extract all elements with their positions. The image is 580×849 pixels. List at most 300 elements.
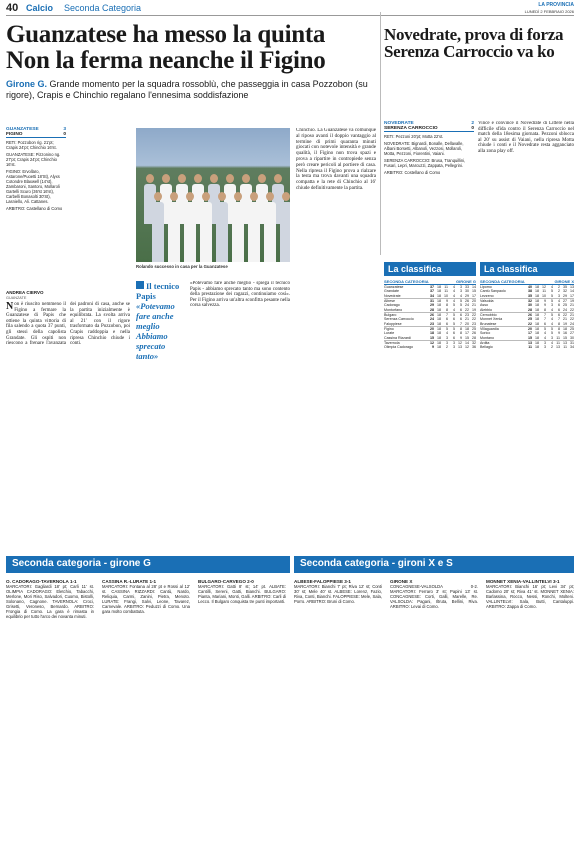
stat-cell: 6: [453, 331, 455, 336]
stat-cell: 26: [430, 313, 434, 318]
stat-cell: 18: [437, 289, 441, 294]
stat-cell: 18: [437, 317, 441, 322]
factbox-line: FIGINO: Ervollaro, Astarone/Puoetti 18'St), Alyxs Cotondre Blaxwell (14'st), Zambaroni, Santoro, Mollaroli Gartelli Scuro (36'st 16'st), Carbelli Bonasolti 30'St), Lasniello, Ali. Cattanes.: [6, 169, 60, 204]
player-head: [210, 174, 218, 183]
match-report-text: MARCATORI: Gatti 8' st; 14' pt. ALBATE: Cantilli, Sereni, Gatti, Bianchi. BULGARO: Pianta, Mariani, Monti, Galli. ARBITRO: Carli di Lecco. Il Bulgaro conquista tre punti importanti.: [198, 584, 286, 604]
stat-cell: 18: [535, 341, 539, 346]
team-photo: [136, 128, 290, 262]
stat-cell: 18: [535, 303, 539, 308]
stat-cell: 6: [558, 303, 560, 308]
stat-cell: 4: [544, 335, 546, 340]
stat-cell: 12: [458, 341, 462, 346]
stat-cell: 9: [544, 303, 546, 308]
stat-cell: 13: [563, 341, 567, 346]
kicker-text: Grande momento per la squadra rossoblù, che passeggia in casa Pozzobon (su rigore), Crapis e Chinchio regalano l'ennesima soddisfazione: [6, 79, 368, 100]
standings-title-g: La classifica: [384, 262, 476, 276]
subsection-label: Seconda Categoria: [64, 3, 142, 13]
standings-row: [480, 336, 574, 340]
team-name: GUANZATESE: [6, 127, 39, 132]
stat-cell: 18: [437, 341, 441, 346]
page-header: [6, 2, 574, 16]
stat-cell: 18: [437, 321, 441, 326]
stat-cell: 20: [472, 299, 476, 304]
stat-cell: 15: [472, 289, 476, 294]
stat-cell: 18: [535, 307, 539, 312]
team-name: Figino: [384, 327, 394, 332]
stat-cell: 14: [570, 289, 574, 294]
team-name: Montorfano: [384, 307, 403, 312]
stat-cell: 18: [535, 335, 539, 340]
quote-text: «Potevamo fare anche meglio Abbiamo sprecato tanto»: [136, 301, 175, 361]
stat-cell: 6: [446, 321, 448, 326]
stat-cell: 26: [472, 331, 476, 336]
stat-cell: 24: [465, 303, 469, 308]
player-head: [226, 174, 234, 183]
stat-cell: 4: [544, 331, 546, 336]
stat-cell: 3: [544, 345, 546, 350]
band-gironi-xs: Seconda categoria - gironi X e S: [294, 556, 574, 573]
stat-cell: 4: [453, 285, 455, 290]
stat-cell: 4: [453, 307, 455, 312]
stat-cell: 22: [570, 317, 574, 322]
stat-cell: 30: [528, 303, 532, 308]
stat-cell: 25: [528, 317, 532, 322]
stat-cell: 9: [544, 299, 546, 304]
stat-cell: 18: [535, 321, 539, 326]
player-head: [250, 192, 258, 201]
stat-cell: 28: [528, 307, 532, 312]
player-head: [258, 174, 266, 183]
stat-cell: 18: [563, 327, 567, 332]
stat-cell: 7: [558, 317, 560, 322]
stat-cell: 36: [472, 345, 476, 350]
stat-cell: 17: [472, 293, 476, 298]
side-story-text: Vince e convince il Novedrate di Littere nella difficile sfida contro il Serenza Carroccio nel match della 18esima giornata. Pezzoni sblocca al 20' su assist di Vaiani, nella ripresa Motta chiude i conti e il Novedrate resta agganciato alla zona play off.: [478, 121, 574, 154]
stat-cell: 18: [535, 299, 539, 304]
stat-cell: 6: [446, 317, 448, 322]
stat-cell: 18: [437, 331, 441, 336]
stat-cell: 10: [542, 293, 546, 298]
publication-date: LUNEDÌ 2 FEBBRAIO 2026: [524, 9, 574, 14]
match-factbox-right: [384, 121, 474, 227]
team-name: Asso: [480, 303, 488, 308]
factbox-team-row: [384, 126, 474, 132]
section-label: Calcio: [26, 3, 54, 13]
stat-cell: 13: [528, 341, 532, 346]
team-name: Bulgaro: [384, 313, 397, 318]
stat-cell: 5: [551, 331, 553, 336]
team-name: Cantù Sanpaolo: [480, 289, 506, 294]
factbox-line: ARBITRO: Costellano di Como: [384, 170, 441, 175]
stat-cell: 8: [460, 331, 462, 336]
factbox-line: RETI: Pozzobon rig. 21'pt; Crapis 24'pt; Chinchio 16'st.: [6, 140, 57, 150]
stat-cell: 38: [528, 289, 532, 294]
stat-cell: 9: [432, 345, 434, 350]
stat-cell: 32: [528, 299, 532, 304]
stat-cell: 3: [558, 293, 560, 298]
stat-cell: 18: [535, 317, 539, 322]
dateline: GUANZATE: [6, 296, 27, 300]
team-name: Cadorago: [384, 303, 400, 308]
standings-row: [384, 294, 476, 298]
stat-cell: 32: [472, 341, 476, 346]
stat-cell: 18: [535, 285, 539, 290]
standings-row: [480, 294, 574, 298]
player-figure: [280, 202, 290, 262]
stat-cell: 13: [570, 285, 574, 290]
stat-cell: 18: [430, 331, 434, 336]
player-head: [146, 174, 154, 183]
stat-cell: 15: [430, 335, 434, 340]
stat-cell: 27: [563, 299, 567, 304]
stat-cell: 11: [563, 345, 567, 350]
stat-cell: 4: [453, 293, 455, 298]
player-head: [242, 174, 250, 183]
team-name: Faloppiese: [384, 321, 402, 326]
stat-cell: 4: [551, 321, 553, 326]
stat-cell: 23: [472, 321, 476, 326]
stat-cell: 29: [430, 303, 434, 308]
player-head: [162, 174, 170, 183]
stat-cell: 4: [453, 289, 455, 294]
stat-cell: 19: [472, 307, 476, 312]
stat-cell: 22: [472, 313, 476, 318]
stat-cell: 3: [551, 303, 553, 308]
stat-cell: 6: [558, 307, 560, 312]
player-figure: [184, 202, 196, 262]
team-name: Ardita: [480, 341, 490, 346]
stat-cell: 7: [446, 313, 448, 318]
player-head: [170, 192, 178, 201]
stat-cell: 4: [551, 307, 553, 312]
team-name: NOVEDRATE: [384, 121, 414, 126]
story-left: [6, 290, 130, 552]
player-figure: [168, 202, 180, 262]
stat-cell: 3: [446, 341, 448, 346]
player-head: [218, 192, 226, 201]
stat-cell: 6: [453, 317, 455, 322]
team-score: 0: [471, 126, 474, 131]
stat-cell: 21: [570, 313, 574, 318]
stat-cell: 37: [430, 285, 434, 290]
stat-cell: 11: [556, 335, 560, 340]
team-name: Olimpia Cadorago: [384, 345, 413, 350]
stat-cell: 19: [570, 299, 574, 304]
stat-cell: 11: [444, 285, 448, 290]
stat-cell: 10: [444, 293, 448, 298]
standings-row: [480, 322, 574, 326]
player-head: [266, 192, 274, 201]
stat-cell: 6: [460, 307, 462, 312]
team-name: Cassina Rizzardi: [384, 335, 411, 340]
story-left-text: Non è riuscito nemmeno il Figino a fermare la Guanzatese di Papis che ottiene la quinta vittoria di fila salendo a quota 37 punti, gli stessi della capolista Grandate. Gli ospiti non riescono a frenare l'avanzata dei padroni di casa, anche se la partita inizialmente è equilibrata. La svolta arriva al 21' con il rigore trasformato da Pozzobon, poi Crapis raddoppia e nella ripresa Chinchio chiude i conti.: [6, 301, 130, 347]
stat-cell: 3: [446, 335, 448, 340]
match-report-title: ALBESE-FALOPPIESE 3-1: [294, 579, 351, 584]
photo-caption: Rolando successo in casa per la Guanzatese: [136, 264, 228, 269]
stat-cell: 26: [528, 313, 532, 318]
kicker-tag: Girone G.: [6, 79, 48, 89]
stat-cell: 5: [551, 313, 553, 318]
stat-cell: 15: [465, 335, 469, 340]
stat-cell: 4: [551, 317, 553, 322]
standings-row: [384, 336, 476, 340]
player-head: [186, 192, 194, 201]
team-score: 2: [471, 121, 474, 126]
player-figure: [200, 202, 212, 262]
stat-cell: 21: [563, 317, 567, 322]
stat-cell: 2: [558, 285, 560, 290]
match-report-column: [198, 577, 286, 845]
match-report-text: MARCATORI: Bianchi 7' pt; Riva 12' st; Conti 30' st; Mele 40' st. ALBESE: Lorenz, Fazio, Riva, Conti, Bianchi. FALOPPIESE: Mele, Sala, Porro. ARBITRO: Bruni di Como.: [294, 584, 382, 604]
stat-cell: 8: [558, 327, 560, 332]
stat-cell: 18: [535, 345, 539, 350]
stat-cell: 9: [558, 331, 560, 336]
match-report-column: [294, 577, 382, 845]
match-report-column: [390, 577, 478, 845]
stat-cell: 18: [465, 327, 469, 332]
factbox-line: NOVEDRATE: Bignardi, Bonalle, Dellavalle, Albani Borsetti, Albanoli, Vezzosi, Mollaroli, Motta, Pezzoni, Fiorentini, Vaiani.: [384, 141, 464, 156]
stat-cell: 5: [551, 289, 553, 294]
stat-cell: 31: [570, 341, 574, 346]
stat-cell: 4: [551, 285, 553, 290]
stat-cell: 8: [558, 321, 560, 326]
stat-cell: 12: [430, 341, 434, 346]
stat-cell: 11: [556, 341, 560, 346]
stat-cell: 18: [535, 331, 539, 336]
stat-cell: 20: [430, 327, 434, 332]
stat-cell: 24: [563, 307, 567, 312]
player-figure: [152, 202, 164, 262]
stat-cell: 29: [563, 293, 567, 298]
quote-label: Il tecnico Papis: [136, 281, 180, 301]
stat-cell: 5: [446, 327, 448, 332]
team-name: Cernobbio: [480, 313, 497, 318]
stat-cell: 24: [570, 321, 574, 326]
stat-cell: 18: [437, 303, 441, 308]
factbox-line: ARBITRO: Castellano di Como: [6, 206, 63, 211]
standings-row: [480, 308, 574, 312]
stat-cell: 18: [437, 299, 441, 304]
stat-cell: 24: [430, 317, 434, 322]
stat-cell: 18: [437, 313, 441, 318]
stat-cell: 7: [544, 317, 546, 322]
team-score: 0: [63, 132, 66, 137]
standings-table-g: [384, 280, 476, 350]
stat-cell: 23: [465, 313, 469, 318]
stat-cell: 18: [437, 307, 441, 312]
player-head: [282, 192, 290, 201]
stat-cell: 28: [472, 335, 476, 340]
main-kicker: [6, 79, 378, 100]
team-name: Lezzeno: [480, 293, 494, 298]
team-name: Serenza Carroccio: [384, 317, 414, 322]
stat-cell: 4: [460, 293, 462, 298]
pull-quote: [136, 281, 186, 361]
stat-cell: 6: [460, 313, 462, 318]
stat-cell: 17: [570, 293, 574, 298]
player-head: [154, 192, 162, 201]
stat-cell: 15: [563, 335, 567, 340]
team-name: Tavernola: [384, 341, 400, 346]
match-report-title: GIRONE X: [390, 579, 413, 584]
stat-cell: 31: [430, 299, 434, 304]
standings-group: GIRONE G: [455, 279, 476, 284]
stat-cell: 28: [430, 307, 434, 312]
stat-cell: 17: [528, 331, 532, 336]
stat-cell: 19: [563, 321, 567, 326]
stat-cell: 5: [453, 313, 455, 318]
standings-label: SECONDA CATEGORIA: [384, 279, 429, 284]
team-name: Guanzatese: [384, 285, 404, 290]
stat-cell: 22: [563, 313, 567, 318]
stat-cell: 25: [472, 327, 476, 332]
stat-cell: 25: [570, 327, 574, 332]
team-name: Villaguardia: [480, 327, 499, 332]
stat-cell: 29: [465, 293, 469, 298]
stat-cell: 18: [437, 293, 441, 298]
team-name: Brunatese: [480, 321, 497, 326]
stat-cell: 7: [460, 321, 462, 326]
player-head: [194, 174, 202, 183]
stat-cell: 22: [472, 317, 476, 322]
stat-cell: 18: [535, 293, 539, 298]
stat-cell: 4: [453, 299, 455, 304]
stat-cell: 5: [453, 327, 455, 332]
match-report-text: MARCATORI: Fontana al 28' pt e Rossi al 12' st. CASSINA RIZZARDI: Cantù, Nardo, Reliquia, Carmi, Zanini, Pietra, Menoto. LURATE: Frangi, Salvi, Leone, Tavarez, Carnevale. ARBITRO: Peduzzi di Como. Una gara molto combattuta.: [102, 584, 190, 614]
standings-title-xs: La classifica: [480, 262, 574, 276]
factbox-team-row: [6, 132, 66, 138]
match-report-text: MARCATORI: Bianchi 16' pt; Levi 34' pt; Cadomo 20' st; Riva 41' st. MONNET XENIA: Barlassina, Rocco, Nessi, Ronchi, Molteni. VALLINTELVI: Sala, Butti, Cantaluppi. ARBITRO: Zappa di Como.: [486, 584, 574, 609]
band-girone-g: Seconda categoria - girone G: [6, 556, 290, 573]
stat-cell: 30: [465, 289, 469, 294]
stat-cell: 3: [544, 341, 546, 346]
publication-name: LA PROVINCIA: [538, 2, 574, 8]
team-name: Valsolda: [480, 299, 494, 304]
stat-cell: 4: [446, 331, 448, 336]
stat-cell: 22: [570, 307, 574, 312]
stat-cell: 8: [446, 307, 448, 312]
player-head: [202, 192, 210, 201]
standings-table-xs: [480, 280, 574, 350]
stat-cell: 25: [563, 303, 567, 308]
factbox-line: GUANZATESE: Pizzonino ng. 27'pt; Crapis 24'pt; Chinchio 16'st.: [6, 152, 61, 167]
side-headline: Novedrate, prova di forza Serenza Carroccio va ko: [384, 25, 564, 61]
team-name: SERENZA CARROCCIO: [384, 126, 438, 131]
stat-cell: 14: [465, 341, 469, 346]
stat-cell: 5: [544, 327, 546, 332]
stat-cell: 18: [535, 289, 539, 294]
stat-cell: 18: [437, 345, 441, 350]
match-report-text: MARCATORI: Gagliardi 18' pt; Carli 11' st. OLIMPIA CADORAGO: Eletchio, Tabacchi, Merlone, Mori Riso, Salvadori, Cuomo, Bistolli, Solonano, Cagnone. TAVERNOLA: Croci, Grisetti, Veroneso, Bernardo. ARBITRO: Frongia di Como. La gara è rimasta in equilibrio per tutto l'arco dei novanta minuti.: [6, 584, 94, 619]
team-name: Lurate: [384, 331, 395, 336]
stat-cell: 20: [465, 321, 469, 326]
stat-cell: 2: [446, 345, 448, 350]
stat-cell: 5: [453, 303, 455, 308]
match-report-column: [6, 577, 94, 845]
story-mid-text: Chinchio. La Guanzatese va comunque al riposo avanti il doppio vantaggio al termine di primi quaranta minuti giocati con notevole intensità e grande qualità, il Figino non trova spazi e prova a ripartire in contropiede senza però creare pericoli al portiere di casa. Nella ripresa il Figino prova a rialzare la testa ma trova davanti una squadra compatta e la rete di Chinchio al 16' chiude definitivamente la partita.: [296, 128, 376, 191]
stat-cell: 3: [460, 285, 462, 290]
match-report-column: [102, 577, 190, 845]
match-report-column: [486, 577, 574, 845]
stat-cell: 5: [460, 303, 462, 308]
match-report-title: O. CADORAGO-TAVERNOLA 1-1: [6, 579, 77, 584]
factbox-line: SERENZA CARROCCIO: Brusa, Tranquillini, Fusari, Lepri, Marcuzzi, Zappata, Pellegrini.: [384, 158, 466, 168]
stat-cell: 5: [551, 327, 553, 332]
stat-cell: 37: [430, 289, 434, 294]
stat-cell: 40: [528, 285, 532, 290]
page-number: 40: [6, 2, 19, 14]
stat-cell: 34: [570, 345, 574, 350]
player-head: [234, 192, 242, 201]
stat-cell: 34: [430, 293, 434, 298]
author-byline: ANDREA CIERVO: [6, 290, 44, 295]
story-mid-continued: «Potevamo fare anche meglio - spiega il tecnico Papis - abbiamo sprecato tanto ma sono contento della prestazione dei ragazzi, continuiamo così». Per il Figino arriva un'altra sconfitta pesante nella corsa salvezza.: [190, 281, 290, 309]
stat-cell: 21: [570, 303, 574, 308]
stat-cell: 9: [446, 299, 448, 304]
match-report-title: BULGARO-CARVEGO 2-0: [198, 579, 254, 584]
stat-cell: 8: [446, 303, 448, 308]
standings-row: [384, 345, 476, 349]
stat-cell: 5: [551, 299, 553, 304]
stat-cell: 6: [558, 313, 560, 318]
stat-cell: 5: [453, 321, 455, 326]
stat-cell: 21: [465, 317, 469, 322]
stat-cell: 7: [544, 313, 546, 318]
stat-cell: 9: [460, 335, 462, 340]
player-figure: [232, 202, 244, 262]
stat-cell: 13: [556, 345, 560, 350]
stat-cell: 14: [472, 285, 476, 290]
team-name: Bellagio: [480, 345, 493, 350]
stat-cell: 18: [437, 327, 441, 332]
player-figure: [248, 202, 260, 262]
stat-cell: 30: [570, 335, 574, 340]
stat-cell: 3: [453, 345, 455, 350]
stat-cell: 26: [465, 299, 469, 304]
stat-cell: 11: [542, 289, 546, 294]
match-report-title: MONNET XENIA-VALLINTELVI 3-1: [486, 579, 560, 584]
player-figure: [264, 202, 276, 262]
stat-cell: 23: [430, 321, 434, 326]
factbox-line: RETI: Pezzoni 20'pt; Motta 22'st.: [384, 134, 444, 139]
stat-cell: 22: [528, 321, 532, 326]
stat-cell: 3: [453, 341, 455, 346]
stat-cell: 32: [563, 289, 567, 294]
standings-label: SECONDA CATEGORIA: [480, 279, 525, 284]
team-name: Alebbio: [480, 307, 492, 312]
headline-line-1: Guanzatese ha messo la quinta: [6, 21, 326, 48]
stat-cell: 18: [535, 327, 539, 332]
column-divider: [380, 12, 381, 255]
match-report-title: CASSINA R.-LURATE 1-1: [102, 579, 157, 584]
stat-cell: 33: [465, 285, 469, 290]
team-name: FIGINO: [6, 132, 23, 137]
stat-cell: 3: [460, 289, 462, 294]
team-name: Lipomo: [480, 285, 492, 290]
team-score: 3: [63, 127, 66, 132]
stat-cell: 6: [453, 335, 455, 340]
team-name: Monnet Xenia: [480, 317, 503, 322]
stat-cell: 15: [528, 335, 532, 340]
headline-line-2: Non la ferma neanche il Figino: [6, 47, 326, 74]
team-name: Sorico: [480, 331, 491, 336]
stat-cell: 8: [544, 307, 546, 312]
standings-group: GIRONE X: [554, 279, 574, 284]
stat-cell: 6: [460, 317, 462, 322]
player-head: [274, 174, 282, 183]
main-headline: [6, 22, 376, 74]
team-name: Grandate: [384, 289, 399, 294]
